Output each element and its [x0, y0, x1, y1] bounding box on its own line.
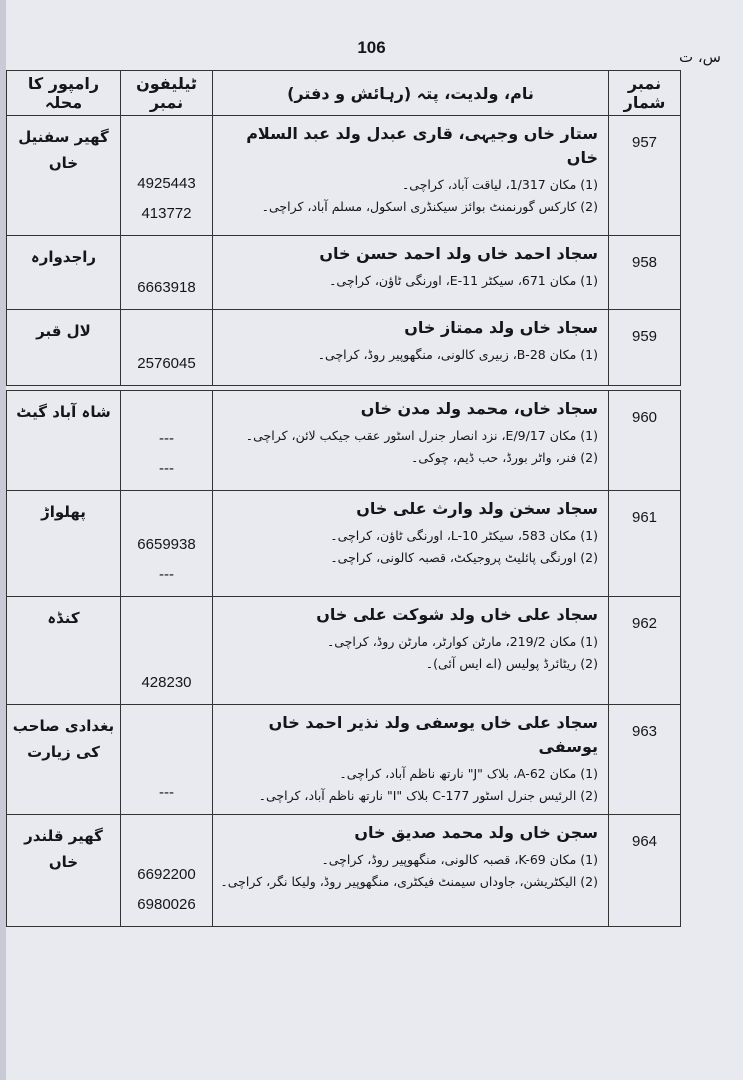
phone-cell: [121, 391, 213, 491]
phone-number: 6659938: [137, 536, 196, 553]
phone-cell: [121, 236, 213, 310]
entry-details: [213, 391, 609, 491]
phone-cell: [121, 705, 213, 815]
entry-details: [213, 597, 609, 705]
serial-number: 961: [609, 491, 681, 597]
header-phone: ٹیلیفون نمبر: [121, 71, 213, 116]
address-line: (2) ریٹائرڈ پولیس (اے ایس آئی)۔: [425, 656, 598, 671]
address-line: (1) مکان E/9/17، نزد انصار جنرل اسٹور عقب جیکب لائن، کراچی۔: [245, 428, 598, 443]
phone-number: ---: [159, 784, 174, 801]
header-serial: نمبر شمار: [609, 71, 681, 116]
person-name: سجاد سخن ولد وارث علی خاں: [356, 499, 598, 518]
person-name: سجن خاں ولد محمد صدیق خاں: [354, 823, 598, 842]
table-row: [7, 310, 681, 386]
header-mohalla: رامپور کا محلہ: [7, 71, 121, 116]
phone-number: 4925443: [137, 175, 196, 192]
phone-number: ---: [159, 566, 174, 583]
address-line: (1) مکان A-62، بلاک "J" نارتھ ناظم آباد، کراچی۔: [339, 766, 598, 781]
page-number: 106: [357, 38, 386, 57]
person-name: سجاد علی خاں ولد شوکت علی خاں: [316, 605, 598, 624]
phone-cell: [121, 116, 213, 236]
phone-number: 6692200: [137, 866, 196, 883]
phone-cell: [121, 491, 213, 597]
phone-number: 2576045: [137, 355, 196, 372]
section-mark: س، ت: [678, 48, 721, 66]
table-row: [7, 705, 681, 815]
serial-number: 959: [609, 310, 681, 386]
address-line: (2) الرئیس جنرل اسٹور C-177 بلاک "I" نارتھ ناظم آباد، کراچی۔: [258, 788, 598, 803]
person-name: سجاد خاں، محمد ولد مدن خاں: [360, 399, 598, 418]
serial-number: 958: [609, 236, 681, 310]
serial-number: 964: [609, 815, 681, 927]
address-line: (1) مکان B-28، زبیری کالونی، منگھوپیر روڈ، کراچی۔: [317, 347, 598, 362]
mohalla-name: گھیر سفنیل خاں: [7, 116, 121, 236]
phone-number: 6663918: [137, 279, 196, 296]
serial-number: 962: [609, 597, 681, 705]
serial-number: 960: [609, 391, 681, 491]
person-name: سجاد علی خاں یوسفی ولد نذیر احمد خاں یوسفی: [268, 713, 598, 756]
entry-details: [213, 116, 609, 236]
mohalla-name: راجدوارہ: [7, 236, 121, 310]
phone-cell: [121, 815, 213, 927]
serial-number: 957: [609, 116, 681, 236]
address-line: (2) فنر، واٹر بورڈ، حب ڈیم، چوکی۔: [411, 450, 598, 465]
phone-number: 428230: [141, 674, 192, 691]
person-name: سجاد خاں ولد ممتاز خاں: [404, 318, 598, 337]
mohalla-name: پھلواڑ: [7, 491, 121, 597]
person-name: ستار خاں وجیہی، قاری عبدل ولد عبد السلام خاں: [246, 124, 598, 167]
mohalla-name: بغدادی صاحب کی زیارت: [7, 705, 121, 815]
table-row: [7, 815, 681, 927]
table-row: [7, 491, 681, 597]
mohalla-name: کنڈہ: [7, 597, 121, 705]
phone-cell: [121, 310, 213, 386]
mohalla-name: لال قبر: [7, 310, 121, 386]
table-row: [7, 236, 681, 310]
phone-number: ---: [159, 430, 174, 447]
mohalla-name: گھیر قلندر خاں: [7, 815, 121, 927]
address-line: (2) کارکس گورنمنٹ بوائز سیکنڈری اسکول، مسلم آباد، کراچی۔: [261, 199, 598, 214]
address-line: (2) الیکٹریشن، جاوداں سیمنٹ فیکٹری، منگھوپیر روڈ، ولیکا نگر، کراچی۔: [220, 874, 598, 889]
entry-details: [213, 236, 609, 310]
header-name: نام، ولدیت، پتہ (رہائش و دفتر): [213, 71, 609, 116]
table-row: [7, 597, 681, 705]
entry-details: [213, 310, 609, 386]
entry-details: [213, 815, 609, 927]
serial-number: 963: [609, 705, 681, 815]
address-line: (2) اورنگی پائلیٹ پروجیکٹ، قصبہ کالونی، کراچی۔: [330, 550, 598, 565]
address-line: (1) مکان 219/2، مارٹن کوارٹر، مارٹن روڈ، کراچی۔: [326, 634, 598, 649]
mohalla-name: شاہ آباد گیٹ: [7, 391, 121, 491]
phone-number: ---: [159, 460, 174, 477]
register-table: [6, 70, 681, 927]
address-line: (1) مکان 671، سیکٹر E-11، اورنگی ٹاؤن، کراچی۔: [329, 273, 598, 288]
entry-details: [213, 705, 609, 815]
table-row: [7, 116, 681, 236]
table-row: [7, 391, 681, 491]
person-name: سجاد احمد خاں ولد احمد حسن خاں: [319, 244, 598, 263]
address-line: (1) مکان 583، سیکٹر L-10، اورنگی ٹاؤن، کراچی۔: [330, 528, 598, 543]
header-row: [7, 71, 681, 116]
phone-number: 6980026: [137, 896, 196, 913]
entry-details: [213, 491, 609, 597]
phone-number: 413772: [141, 205, 192, 222]
address-line: (1) مکان 1/317، لیاقت آباد، کراچی۔: [401, 177, 598, 192]
address-line: (1) مکان K-69، قصبہ کالونی، منگھوپیر روڈ، کراچی۔: [321, 852, 598, 867]
phone-cell: [121, 597, 213, 705]
